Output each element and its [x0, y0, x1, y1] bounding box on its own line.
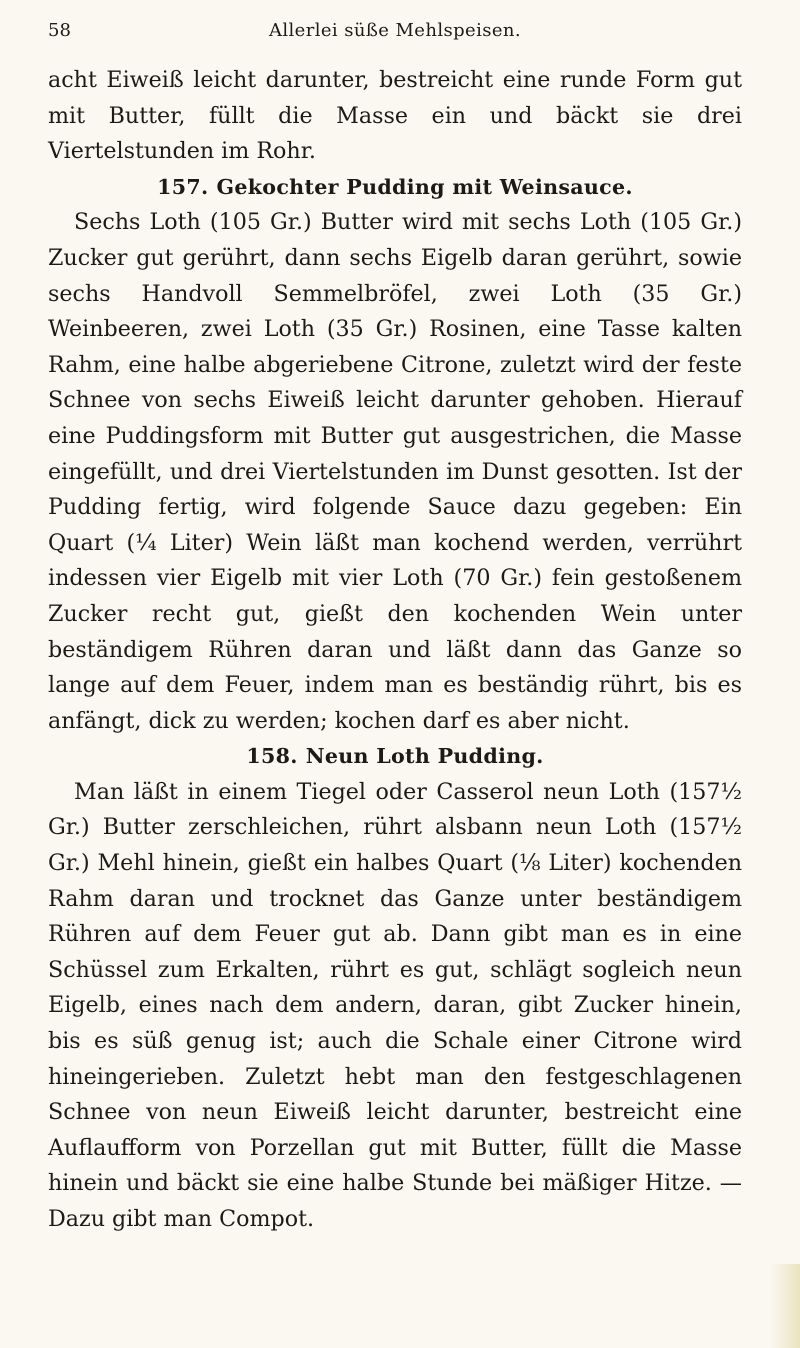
body-text	[48, 63, 742, 1238]
recipe-number: 158.	[246, 744, 298, 769]
page-number: 58	[48, 20, 71, 41]
recipe-title: Gekochter Pudding mit Weinsauce.	[216, 174, 633, 199]
recipe-title: Neun Loth Pudding.	[305, 744, 544, 769]
paragraph-continuation: acht Eiweiß leicht darunter, bestreicht eine runde Form gut mit Butter, füllt die Masse ein und bäckt sie drei Viertelstunden im Rohr.	[48, 67, 742, 165]
paper-edge-stain	[770, 1264, 800, 1348]
page-header	[48, 16, 742, 51]
recipe-text-157: Sechs Loth (105 Gr.) Butter wird mit sechs Loth (105 Gr.) Zucker gut gerührt, dann sechs Eigelb daran gerührt, sowie sechs Handvoll Semmelbröfel, zwei Loth (35 Gr.) Weinbeeren, zwei Loth (35 Gr.) Rosinen, eine Tasse kalten Rahm, eine halbe abgeriebene Citrone, zuletzt wird der feste Schnee von sechs Eiweiß leicht darunter gehoben. Hierauf eine Puddingsform mit Butter gut ausgestrichen, die Masse eingefüllt, und drei Viertelstunden im Dunst gesotten. Ist der Pudding fertig, wird folgende Sauce dazu gegeben: Ein Quart (¼ Liter) Wein läßt man kochend werden, verrührt indessen vier Eigelb mit vier Loth (70 Gr.) fein gestoßenem Zucker recht gut, gießt den kochenden Wein unter beständigem Rühren daran und läßt dann das Ganze so lange auf dem Feuer, indem man es beständig rührt, bis es anfängt, dick zu werden; kochen darf es aber nicht.	[48, 209, 742, 734]
recipe-heading-158	[48, 739, 742, 775]
recipe-text-158: Man läßt in einem Tiegel oder Casserol neun Loth (157½ Gr.) Butter zerschleichen, rührt alsbann neun Loth (157½ Gr.) Mehl hinein, gießt ein halbes Quart (⅛ Liter) kochenden Rahm daran und trocknet das Ganze unter beständigem Rühren auf dem Feuer gut ab. Dann gibt man es in eine Schüssel zum Erkalten, rührt es gut, schlägt sogleich neun Eigelb, eines nach dem andern, daran, gibt Zucker hinein, bis es süß genug ist; auch die Schale einer Citrone wird hineingerieben. Zuletzt hebt man den festgeschlagenen Schnee von neun Eiweiß leicht darunter, bestreicht eine Auflaufform von Porzellan gut mit Butter, füllt die Masse hinein und bäckt sie eine halbe Stunde bei mäßiger Hitze. — Dazu gibt man Compot.	[48, 778, 742, 1232]
running-head: Allerlei süße Mehlspeisen.	[268, 20, 522, 41]
recipe-number: 157.	[157, 174, 209, 199]
recipe-heading-157	[48, 170, 742, 206]
